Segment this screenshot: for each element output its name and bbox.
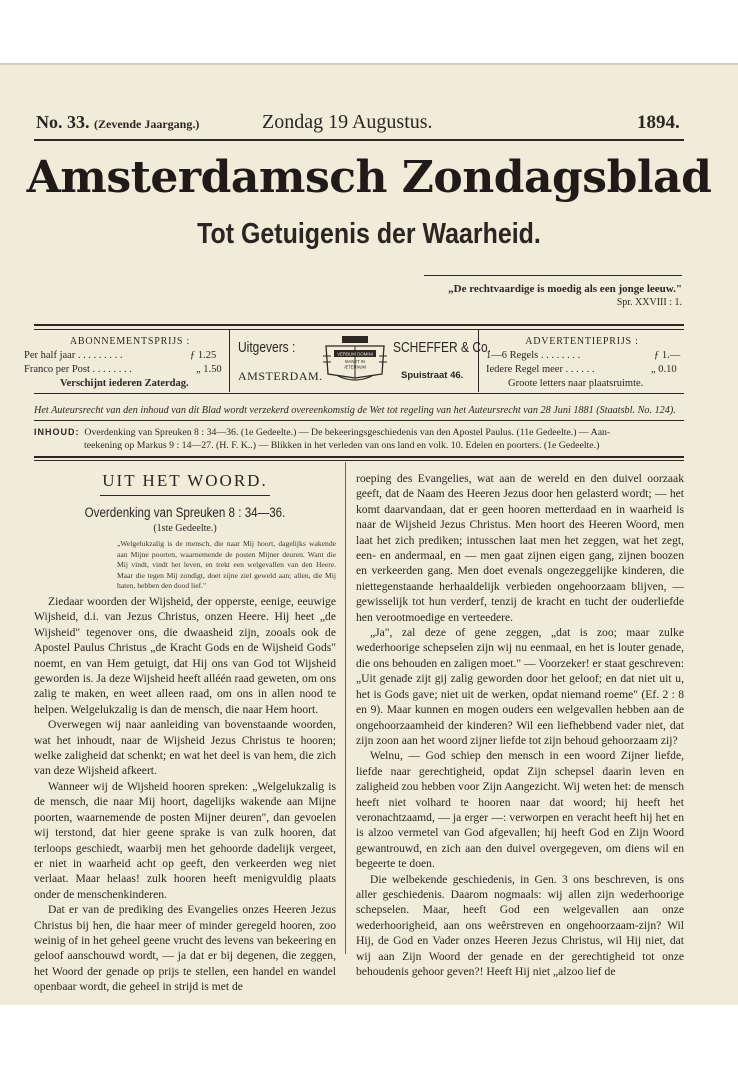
subscription-row-post: Franco per Post . . . . . . . .	[24, 364, 132, 375]
contents-label: INHOUD:	[34, 427, 80, 437]
left-column-text	[34, 594, 336, 995]
ads-row-regels: 1—6 Regels . . . . . . . .	[486, 350, 581, 361]
newspaper-subtitle: Tot Getuigenis der Waarheid.	[197, 218, 541, 250]
info-box-bottom-rule	[34, 393, 684, 394]
section-title: UIT HET WOORD.	[102, 471, 268, 490]
article-part: (1ste Gedeelte.)	[153, 523, 217, 534]
article-paragraph: Die welbekende geschiedenis, in Gen. 3 ons beschreven, is ons aller geschiedenis. Daarom nogmaals: wij allen zijn wederhoorige schepselen. Maar, heeft God een welgevallen aan onze wederhoorigheid, aan ons weêrstreven en ongehoorzaam-zijn? Wil Hij, de God en Vader onzes Heeren Jezus Christus, wil Hij niet, dat wij aan Zijn Woord der genade en der gerechtigheid tot onze behoudenis gehoor geven?! Heeft Hij niet „alzoo lief de	[356, 872, 684, 978]
subscription-row-half-year	[24, 349, 123, 362]
motto: „De rechtvaardige is moedig als een jonge leeuw."	[448, 283, 682, 295]
scripture-quote: „Welgelukzalig is de mensch, die naar Mij hoort, dagelijks wakende aan Mijne poorten, waarnemende de posten Mijner deuren. Want die Mij vindt, vindt het leven, en trekt een welgevallen van den Heere. Maar die tegen Mij zondigt, doet zijne ziel geweld aan; allen, die Mij haten, hebben den dood lief."	[117, 539, 336, 591]
contents-rule-thin	[34, 460, 684, 461]
article-paragraph: Dat er van de prediking des Evangelies onzes Heeren Jezus Christus bij hen, die haar meer of minder geregeld hooren, zoo weinig of in het geheel geene vrucht des levens van bekeering en geloof aanschouwd wordt, — ja dat er bij degenen, die zeggen, het Woord der genade op prijs te stellen, een handel en wandel openbaar wordt, die geheel in strijd is met de	[34, 903, 336, 994]
article-paragraph: Ziedaar woorden der Wijsheid, der opperste, eenige, eeuwige Wijsheid, d.i. van Jezus Christus, onzen Heere. Hij heet „de Wijsheid" tegenover ons, die dwaasheid zijn, zooals ook de Apostel Paulus Christus „de Kracht Gods en de Wijsheid Gods" noemt, en van Hem getuigt, dat Hij ons van God tot Wijsheid geworden is. Ja deze Wijsheid heeft alléén raad geweten, om ons zalig te maken, en weet alleen raad, om ons in allen nood te helpen. Welgelukzalig is dan de mensch, die naar Hem hoort.	[34, 595, 336, 716]
subscription-label: Per half jaar . . . . . . . . .	[24, 350, 123, 361]
article-paragraph: Wanneer wij de Wijsheid hooren spreken: „Welgelukzalig is de mensch, die naar Mij hoort, dagelijks wakende aan Mijne poorten, waarnemende de posten Mijner deuren", dan gevoelen wij terstond, dat hier geene sprake is van zulk hooren, dat terloops geschiedt, waarbij men het gehoorde dadelijk vergeet, er niet in waarheid acht op geeft, den verkeerden weg niet verlaat. Maar helaas! zulk hooren heeft menigvuldig plaats onder de menschenkinderen.	[34, 779, 336, 901]
ads-heading: ADVERTENTIEPRIJS :	[525, 336, 639, 347]
ads-row-extra: Iedere Regel meer . . . . . .	[486, 364, 595, 375]
motto-rule	[424, 275, 682, 276]
issue-number	[36, 112, 199, 133]
issue-number-text: No. 33.	[36, 112, 90, 132]
publisher-name: SCHEFFER & Co.	[393, 339, 492, 356]
logo-text-1: VERBUM DOMINI	[337, 351, 373, 357]
volume-text: (Zevende Jaargang.)	[94, 117, 200, 131]
subscription-price-half-year: ƒ 1.25	[190, 350, 217, 361]
logo-text-2: MANET IN	[345, 359, 365, 364]
info-box-divider-left	[229, 330, 230, 392]
info-box-top-rule-thin	[34, 329, 684, 330]
article-paragraph: „Ja", zal deze of gene zeggen, „dat is zoo; maar zulke wederhoorige schepselen zijn wij nu eenmaal, en het is louter genade, die ons behouden en zaligen moet." — Voorzeker! er staat geschreven: „Uit genade zijt gij zalig geworden door het geloof; en dat niet uit u, het is Gods gave; niet uit de werken, opdat niemand roeme" (Ef. 2 : 8 en 9). Maar kunnen en mogen ouders een welgevallen hebben aan de ongehoorzaamheid der kinderen? Wil een liefhebbend vader niet, dat zijn zoon aan het woord zijner liefde tot zijn behoud gehoorzaam zij?	[356, 626, 684, 747]
article-paragraph: Overwegen wij naar aanleiding van bovenstaande woorden, wat het inhoudt, naar de Wijsheid Jezus Christus te hooren; welke zaligheid dat schenkt; en wat het deel is van hem, die zich van deze Wijsheid afkeert.	[34, 718, 336, 778]
article-paragraph: Welnu, — God schiep den mensch in een woord Zijner liefde, liefde naar gerechtigheid, opdat Zijn schepsel daarin leven en zaligheid zou hebben voor Zijn Aangezicht. Wij weten het: de mensch heeft niet volhard te hooren naar dat woord; hij heeft het veronachtzaamd, — ja erger —: verworpen en veracht heeft hij het en is alzoo vermetel van God afgevallen; hij heeft God en Zijn Woord gewantrouwd, en zich aan den duivel overgegeven, om diens wil en begeerte te doen.	[356, 749, 684, 871]
publisher-logo	[322, 334, 388, 384]
info-box-top-rule	[34, 324, 684, 326]
issue-date: Zondag 19 Augustus.	[262, 111, 433, 133]
right-column-text	[356, 471, 684, 979]
page-top-edge	[0, 63, 738, 65]
publisher-label: Uitgevers :	[238, 339, 296, 356]
issue-year: 1894.	[637, 112, 680, 133]
masthead-rule	[34, 139, 684, 141]
motto-reference: Spr. XXVIII : 1.	[616, 297, 682, 308]
section-title-rule	[100, 495, 270, 496]
contents-line-2: teekening op Markus 9 : 14—27. (H. F. K..) — Blikken in het verleden van ons land en volk. 10. Edelen en poorters. (1e Gedeelte.)	[84, 440, 600, 451]
ads-price-regels: ƒ 1.—	[654, 350, 681, 361]
table-of-contents	[34, 426, 686, 452]
contents-line-1	[34, 426, 686, 439]
subscription-price-post: „ 1.50	[196, 364, 222, 375]
article-title: Overdenking van Spreuken 8 : 34—36.	[84, 505, 286, 520]
open-book-emblem-icon	[322, 334, 388, 384]
copyright-rule	[34, 420, 684, 421]
publisher-address: Spuistraat 46.	[401, 370, 464, 381]
contents-text-1: Overdenking van Spreuken 8 : 34—36. (1e Gedeelte.) — De bekeeringsgeschiedenis van den Apostel Paulus. (11e Gedeelte.) — Aan-	[84, 427, 611, 438]
newspaper-title: Amsterdamsch Zondagsblad	[26, 152, 712, 203]
subscription-heading: ABONNEMENTSPRIJS :	[69, 336, 191, 347]
contents-rule	[34, 456, 684, 458]
logo-text-3: ÆTERNUM	[343, 364, 367, 370]
ads-note: Groote letters naar plaatsruimte.	[508, 378, 644, 389]
copyright-notice: Het Auteursrecht van den inhoud van dit Blad wordt verzekerd overeenkomstig de Wet tot regeling van het Auteursrecht van 28 Juni 1881 (Staatsbl. No. 124).	[34, 405, 676, 416]
subscription-note: Verschijnt iederen Zaterdag.	[60, 378, 189, 389]
ads-price-extra: „ 0.10	[651, 364, 677, 375]
article-paragraph: roeping des Evangelies, wat aan de wereld en den duivel oorzaak geeft, dat de Naam des Heeren Jezus door hen gelasterd wordt; — het komt daarvandaan, dat er geen hooren metterdaad en in waarheid is naar de Wijsheid Jezus Christus. Men hoort des Heeren Woord, men laat het zich prediken; intusschen laat men het zeggen, wat het zegt, een- en andermaal, en — men gaat zijnen eigen gang, zijnen boozen en verkeerden gang. Men doet evenals ongezeggelijke kinderen, die niettegenstaande herhaaldelijk verbieden ongehoorzaam blijven, — gewisselijk tot hun verderf, tenzij de kracht en tucht der ouderliefde hen verootmoedige en verteedere.	[356, 472, 684, 624]
column-divider	[345, 462, 346, 954]
publisher-city: AMSTERDAM.	[238, 369, 323, 383]
